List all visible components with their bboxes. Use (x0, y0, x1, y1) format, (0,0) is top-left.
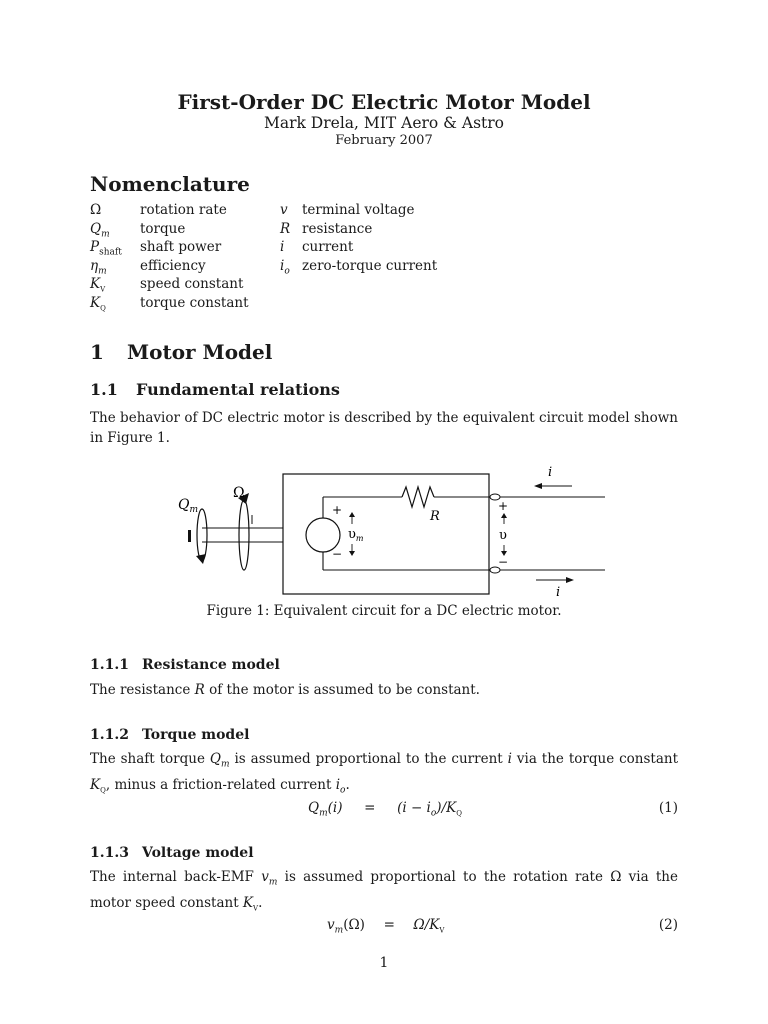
nomenclature-symbol: i (280, 239, 285, 255)
shaft-end-bracket (188, 530, 191, 542)
nomenclature-symbol: R (280, 221, 291, 237)
paper-date: February 2007 (335, 133, 433, 148)
nomenclature-definition: rotation rate (140, 202, 227, 218)
equivalent-circuit-figure (170, 460, 610, 600)
nomenclature-symbol: $\eta_m$ (90, 258, 107, 277)
page-number: 1 (379, 955, 389, 971)
nomenclature-symbol: $K_V$ (90, 276, 106, 294)
section-heading (90, 340, 272, 364)
subsubsection-title: Resistance model (142, 657, 280, 673)
equation-2: $v_m(\Omega) = \Omega/K_V$ (327, 917, 445, 936)
subsubsection-heading (90, 657, 280, 673)
nomenclature-symbol: $K_Q$ (90, 295, 106, 313)
nomenclature-definition: shaft power (140, 239, 222, 255)
subsubsection-title: Torque model (142, 727, 250, 743)
current-arrow-top-head (534, 483, 542, 489)
voltage-paragraph: The internal back-EMF $v_m$ is assumed proportional to the rotation rate Ω via the motor speed constant $K_V$. (90, 869, 678, 913)
v-arrow-up-head (501, 513, 507, 518)
terminal-minus: − (498, 555, 509, 569)
nomenclature-definition: speed constant (140, 276, 244, 292)
nomenclature-definition: zero-torque current (302, 258, 438, 274)
resistor (402, 487, 434, 507)
nomenclature-definition: torque constant (140, 295, 249, 311)
equation-number: (1) (658, 800, 678, 816)
paper-author: Mark Drela, MIT Aero & Astro (263, 114, 505, 132)
nomenclature-definition: current (302, 239, 354, 255)
vm-label: $\upsilon_m$ (348, 527, 364, 543)
section-title: Motor Model (127, 340, 273, 364)
torque-paragraph: The shaft torque $Q_m$ is assumed proportional to the current i via the torque constant $K_Q$, minus a friction-related current $i_o$. (90, 751, 679, 796)
subsubsection-heading (90, 845, 254, 861)
nomenclature-symbol: $i_o$ (280, 258, 290, 277)
subsection-heading (90, 380, 340, 399)
rotation-label: Ω (233, 485, 245, 501)
paper-title: First-Order DC Electric Motor Model (177, 90, 591, 114)
current-label-top: i (548, 465, 553, 480)
intro-paragraph: The behavior of DC electric motor is described by the equivalent circuit model shown in Figure 1. (90, 410, 678, 446)
vm-arrow-down-head (349, 551, 355, 556)
terminal-plus: + (498, 499, 509, 513)
rotation-arc (239, 500, 249, 570)
source-plus: + (332, 503, 343, 517)
equation-number: (2) (658, 917, 678, 933)
vm-arrow-up-head (349, 512, 355, 517)
nomenclature-definition: resistance (302, 221, 373, 237)
section-number: 1 (90, 340, 104, 364)
nomenclature-definition: terminal voltage (302, 202, 415, 218)
motor-housing (283, 474, 489, 594)
torque-arc (197, 509, 207, 561)
subsubsection-heading (90, 727, 249, 743)
figure-caption: Figure 1: Equivalent circuit for a DC electric motor. (206, 603, 562, 619)
subsection-number: 1.1 (90, 380, 118, 399)
torque-label: $Q_m$ (178, 497, 199, 515)
source-minus: − (332, 547, 343, 561)
current-label-bottom: i (556, 585, 561, 600)
subsection-title: Fundamental relations (136, 380, 340, 399)
nomenclature-definition: efficiency (140, 258, 206, 274)
subsubsection-number: 1.1.3 (90, 845, 129, 861)
nomenclature-symbol: $P_{shaft}$ (90, 239, 122, 258)
nomenclature-definition: torque (140, 221, 186, 237)
terminal-voltage-label: υ (499, 528, 507, 543)
subsubsection-title: Voltage model (142, 845, 254, 861)
nomenclature-symbol: Ω (90, 202, 102, 218)
equation-1: $Q_m(i) = (i - i_o)/K_Q$ (308, 800, 462, 819)
subsubsection-number: 1.1.1 (90, 657, 129, 673)
nomenclature-symbol: $Q_m$ (90, 221, 110, 240)
current-arrow-bottom-head (566, 577, 574, 583)
subsubsection-number: 1.1.2 (90, 727, 129, 743)
resistor-label: R (430, 509, 440, 524)
resistance-paragraph: The resistance R of the motor is assumed to be constant. (90, 682, 480, 698)
nomenclature-heading: Nomenclature (90, 172, 250, 196)
torque-arrow (196, 554, 206, 564)
nomenclature-symbol: v (280, 202, 288, 218)
